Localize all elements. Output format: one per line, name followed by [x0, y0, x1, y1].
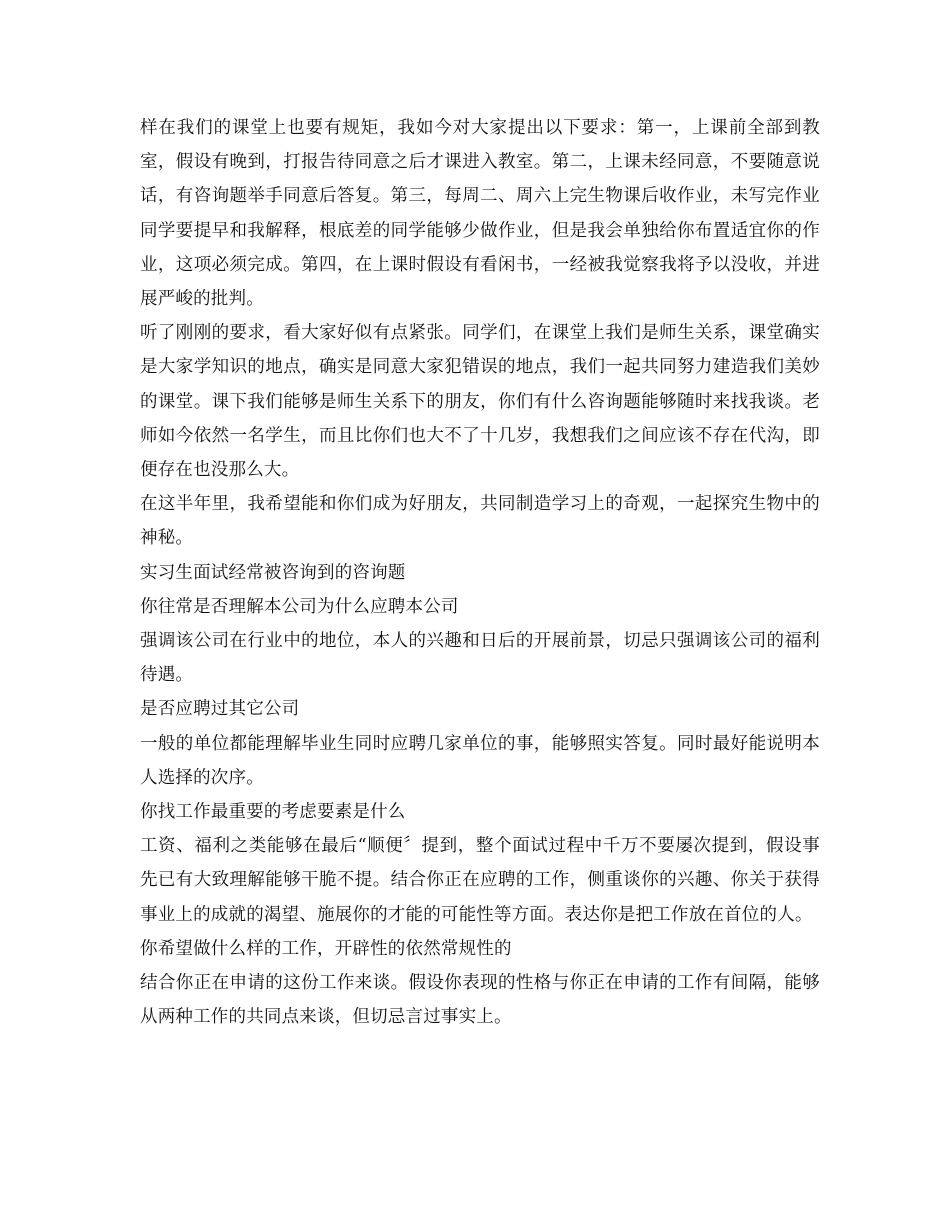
question-why-apply: 你往常是否理解本公司为什么应聘本公司: [140, 596, 459, 617]
question-key-factors: 你找工作最重要的考虑要素是什么: [140, 802, 406, 823]
document-page: [140, 111, 820, 1034]
section-heading-interview-questions: 实习生面试经常被咨询到的咨询题: [140, 562, 406, 583]
paragraph-classroom-rules: 样在我们的课堂上也要有规矩，我如今对大家提出以下要求：第一，上课前全部到教室，假设有晚到，打报告待同意之后才课进入教室。第二，上课未经同意，不要随意说话，有咨询题举手同意后答复。第三，每周二、周六上完生物课后收作业，未写完作业同学要提早和我解释，根底差的同学能够少做作业，但是我会单独给你布置适宜你的作业，这项必须完成。第四，在上课时假设有看闲书，一经被我觉察我将予以没收，并进展严峻的批判。: [140, 118, 820, 310]
answer-job-type: 结合你正在申请的这份工作来谈。假设你表现的性格与你正在申请的工作有间隔，能够从两种工作的共同点来谈，但切忌言过事实上。: [140, 973, 820, 1028]
answer-other-companies: 一般的单位都能理解毕业生同时应聘几家单位的事，能够照实答复。同时最好能说明本人选择的次序。: [140, 733, 820, 788]
answer-why-apply: 强调该公司在行业中的地位，本人的兴趣和日后的开展前景，切忌只强调该公司的福利待遇。: [140, 631, 820, 686]
question-other-companies: 是否应聘过其它公司: [140, 699, 300, 720]
paragraph-semester-hope: 在这半年里，我希望能和你们成为好朋友，共同制造学习上的奇观，一起探究生物中的神秘。: [140, 494, 820, 549]
question-job-type: 你希望做什么样的工作，开辟性的依然常规性的: [140, 938, 512, 959]
paragraph-teacher-student-relation: 听了刚刚的要求，看大家好似有点紧张。同学们，在课堂上我们是师生关系，课堂确实是大家学知识的地点，确实是同意大家犯错误的地点，我们一起共同努力建造我们美妙的课堂。课下我们能够是师生关系下的朋友，你们有什么咨询题能够随时来找我谈。老师如今依然一名学生，而且比你们也大不了十几岁，我想我们之间应该不存在代沟，即便存在也没那么大。: [140, 323, 820, 481]
answer-key-factors: 工资、福利之类能够在最后“顺便〞提到，整个面试过程中千万不要屡次提到，假设事先已有大致理解能够干脆不提。结合你正在应聘的工作，侧重谈你的兴趣、你关于获得事业上的成就的渴望、施展你的才能的可能性等方面。表达你是把工作放在首位的人。: [140, 836, 820, 925]
